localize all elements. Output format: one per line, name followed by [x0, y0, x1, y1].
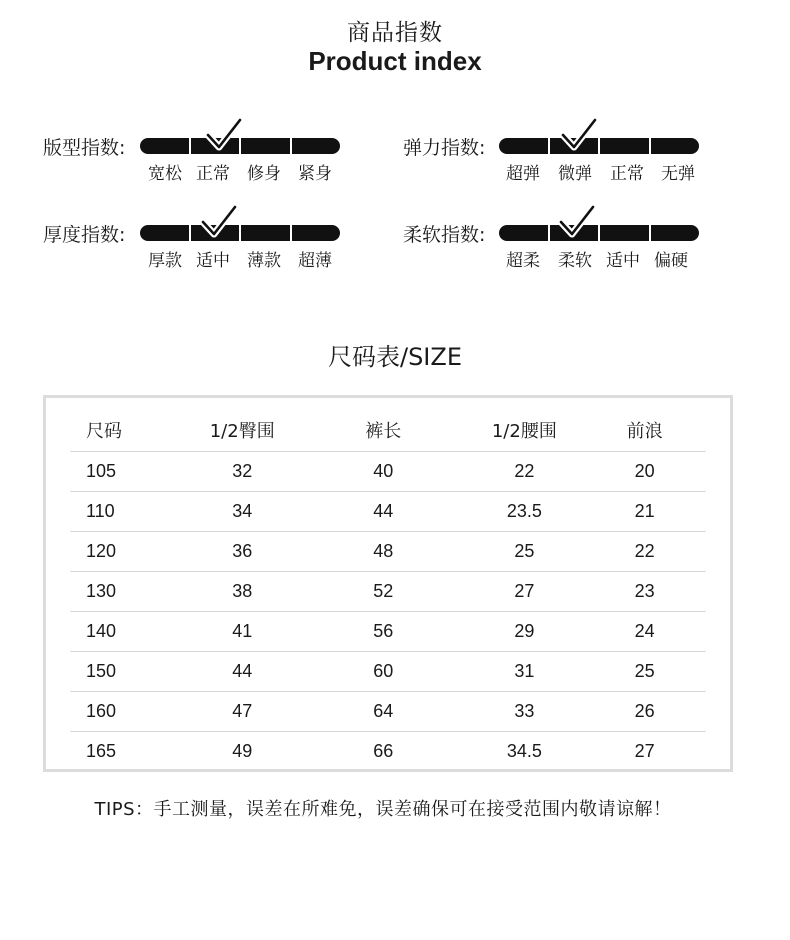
title-english: Product index	[308, 46, 482, 76]
table-cell: 22	[465, 452, 583, 492]
index-option: 修身	[247, 164, 281, 184]
index-option: 微弹	[558, 164, 592, 184]
table-cell: 20	[583, 452, 706, 492]
scale-segment	[140, 138, 189, 154]
table-cell: 41	[184, 612, 301, 652]
table-cell: 22	[583, 532, 706, 572]
index-option: 紧身	[298, 164, 332, 184]
table-cell: 23.5	[465, 492, 583, 532]
table-cell: 33	[465, 692, 583, 732]
table-cell: 160	[70, 692, 184, 732]
column-header: 裤长	[301, 408, 466, 452]
table-header-row	[70, 408, 706, 452]
table-cell: 60	[301, 652, 466, 692]
index-option: 正常	[196, 164, 230, 184]
table-row	[70, 732, 706, 772]
index-option: 柔软	[558, 251, 592, 271]
scale-segment	[600, 225, 649, 241]
table-cell: 165	[86, 741, 117, 761]
table-cell: 38	[184, 572, 301, 612]
index-option: 宽松	[148, 164, 182, 184]
table-cell: 120	[70, 532, 184, 572]
table-row	[70, 452, 706, 492]
scale-segment	[499, 138, 548, 154]
table-row	[70, 532, 706, 572]
index-option: 厚款	[148, 251, 182, 271]
scale-segment	[600, 138, 649, 154]
tips-note: TIPS：手工测量，误差在所难免，误差确保可在接受范围内敬请谅解！	[94, 799, 672, 820]
column-header: 1/2腰围	[465, 408, 583, 452]
index-option: 无弹	[661, 164, 695, 184]
scale-segment	[292, 225, 341, 241]
table-row	[70, 652, 706, 692]
scale-segment	[651, 225, 700, 241]
scale-segment	[241, 138, 290, 154]
table-row	[70, 572, 706, 612]
index-option: 薄款	[247, 251, 281, 271]
table-cell: 66	[373, 741, 394, 761]
table-cell: 140	[70, 612, 184, 652]
index-scale-softness	[499, 225, 699, 241]
column-header: 1/2臀围	[184, 408, 301, 452]
scale-segment	[241, 225, 290, 241]
size-chart-title: 尺码表/SIZE	[327, 343, 462, 371]
scale-segment	[651, 138, 700, 154]
table-cell: 56	[301, 612, 466, 652]
table-cell: 105	[70, 452, 184, 492]
index-option: 超弹	[506, 164, 540, 184]
table-cell: 110	[70, 492, 184, 532]
check-icon	[558, 205, 596, 239]
table-cell: 32	[184, 452, 301, 492]
index-label-softness: 柔软指数:	[403, 224, 486, 246]
scale-segment	[292, 138, 341, 154]
index-label-thickness: 厚度指数:	[43, 224, 126, 246]
index-option: 适中	[606, 251, 640, 271]
table-cell: 23	[583, 572, 706, 612]
table-cell: 25	[465, 532, 583, 572]
table-row	[70, 492, 706, 532]
check-icon	[205, 118, 243, 152]
table-cell: 24	[583, 612, 706, 652]
table-cell: 150	[70, 652, 184, 692]
table-cell: 21	[583, 492, 706, 532]
table-cell: 26	[583, 692, 706, 732]
table-cell: 49	[232, 741, 253, 761]
table-row	[70, 612, 706, 652]
column-header: 尺码	[70, 408, 184, 452]
table-cell: 130	[70, 572, 184, 612]
index-label-elasticity: 弹力指数:	[403, 137, 486, 159]
table-cell: 44	[184, 652, 301, 692]
table-cell: 25	[583, 652, 706, 692]
table-cell: 64	[301, 692, 466, 732]
scale-segment	[140, 225, 189, 241]
title-chinese: 商品指数	[347, 20, 443, 46]
check-icon	[200, 205, 238, 239]
index-option: 适中	[196, 251, 230, 271]
table-cell: 47	[184, 692, 301, 732]
size-table	[70, 408, 706, 771]
table-cell: 31	[465, 652, 583, 692]
index-scale-thickness	[140, 225, 340, 241]
index-option: 正常	[610, 164, 644, 184]
index-option: 偏硬	[654, 251, 688, 271]
table-cell: 48	[301, 532, 466, 572]
table-cell: 27	[465, 572, 583, 612]
table-cell: 36	[184, 532, 301, 572]
table-cell: 44	[301, 492, 466, 532]
index-scale-elasticity	[499, 138, 699, 154]
index-label-fit: 版型指数:	[43, 137, 126, 159]
table-cell: 34	[184, 492, 301, 532]
table-cell: 40	[301, 452, 466, 492]
table-cell: 52	[301, 572, 466, 612]
check-icon	[560, 118, 598, 152]
index-option: 超薄	[298, 251, 332, 271]
table-cell: 34.5	[506, 741, 542, 761]
table-cell: 29	[465, 612, 583, 652]
table-cell: 27	[634, 741, 655, 761]
scale-segment	[499, 225, 548, 241]
index-option: 超柔	[506, 251, 540, 271]
table-row	[70, 692, 706, 732]
column-header: 前浪	[583, 408, 706, 452]
